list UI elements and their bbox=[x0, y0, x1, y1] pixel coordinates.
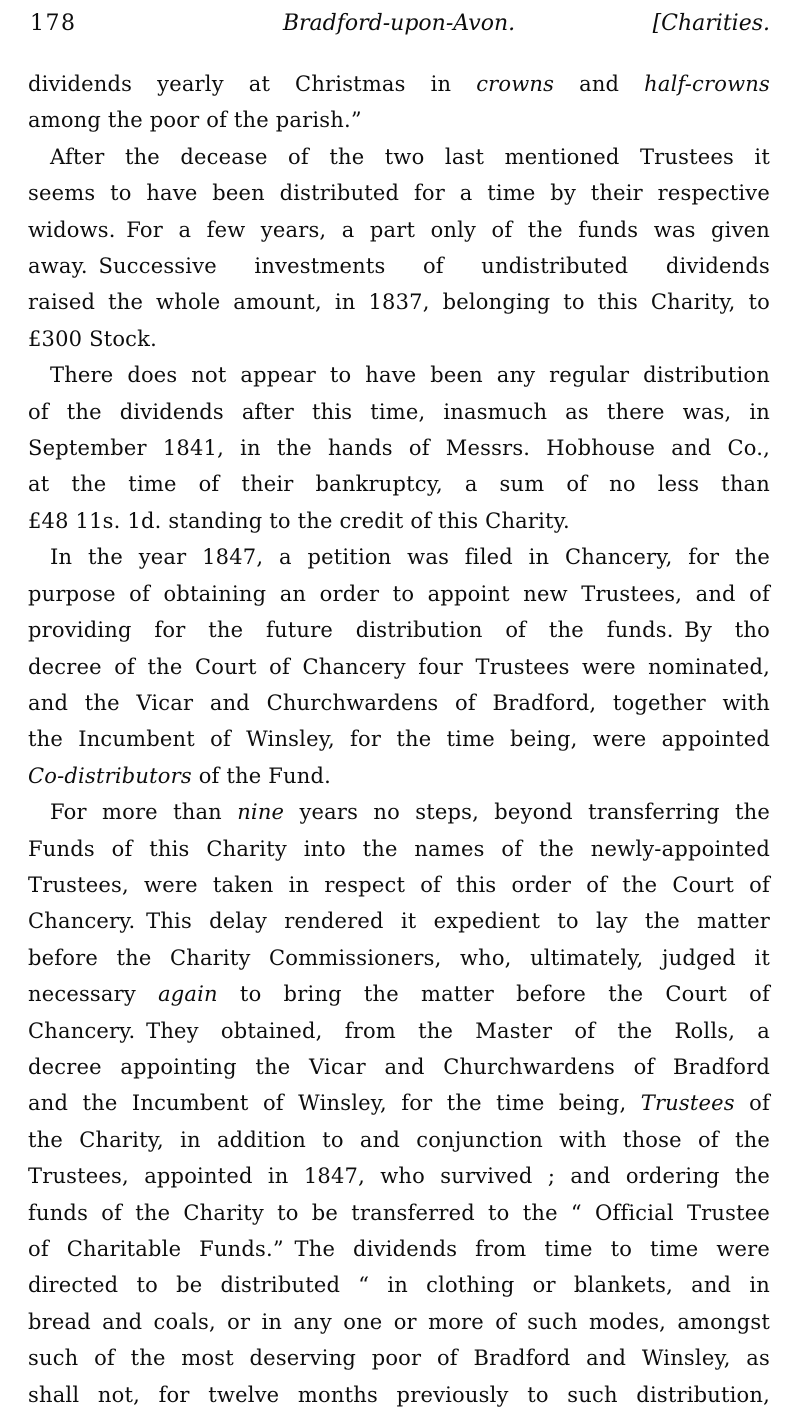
text-segment: the Charity, in addition to and conjunction with those of the bbox=[28, 1127, 770, 1152]
text-line bbox=[28, 976, 770, 1012]
text-segment: of the Fund. bbox=[191, 763, 331, 788]
text-line bbox=[28, 649, 770, 685]
text-segment: bread and coals, or in any one or more of such modes, amongst bbox=[28, 1309, 770, 1334]
text-segment: In the year 1847, a petition was filed in Chancery, for the bbox=[50, 545, 770, 570]
text-segment: the Incumbent of Winsley, for the time being, were appointed bbox=[28, 727, 770, 752]
text-segment: and the Vicar and Churchwardens of Bradford, together with bbox=[28, 690, 770, 715]
text-segment: necessary bbox=[28, 982, 159, 1007]
text-segment: raised the whole amount, in 1837, belonging to this Charity, to bbox=[28, 290, 770, 315]
text-segment: dividends yearly at Christmas in bbox=[28, 72, 477, 96]
italic-text: nine bbox=[237, 800, 285, 825]
text-segment: of the dividends after this time, inasmuch as there was, in bbox=[28, 399, 770, 424]
paragraph bbox=[28, 357, 770, 539]
text-line bbox=[28, 1085, 770, 1121]
page-header bbox=[28, 9, 770, 41]
text-line bbox=[28, 430, 770, 466]
text-segment: There does not appear to have been any regular distribution bbox=[50, 363, 770, 388]
text-segment: at the time of their bankruptcy, a sum of no less than bbox=[28, 472, 770, 497]
text-line bbox=[28, 212, 770, 248]
text-line bbox=[28, 503, 770, 539]
text-segment: directed to be distributed “ in clothing or blankets, and in bbox=[28, 1273, 770, 1298]
text-segment: For more than bbox=[50, 800, 238, 825]
text-line bbox=[28, 357, 770, 393]
text-line bbox=[28, 1013, 770, 1049]
text-segment: After the decease of the two last mentioned Trustees it bbox=[50, 144, 770, 169]
text-line bbox=[28, 758, 770, 794]
paragraph bbox=[28, 539, 770, 794]
paragraph bbox=[28, 794, 770, 1413]
paragraph bbox=[28, 66, 770, 139]
text-line bbox=[28, 1122, 770, 1158]
section-label: [Charities. bbox=[652, 11, 770, 36]
text-line bbox=[28, 576, 770, 612]
text-segment: £48 11s. 1d. standing to the credit of this Charity. bbox=[28, 508, 570, 533]
text-line bbox=[28, 175, 770, 211]
text-line bbox=[28, 394, 770, 430]
text-segment: £300 Stock. bbox=[28, 326, 157, 351]
text-segment: decree appointing the Vicar and Churchwardens of Bradford bbox=[28, 1054, 770, 1079]
text-line bbox=[28, 685, 770, 721]
text-segment: of bbox=[734, 1091, 770, 1116]
text-segment: of Charitable Funds.” The dividends from time to time were bbox=[28, 1237, 770, 1261]
text-line bbox=[28, 1340, 770, 1376]
text-segment: and the Incumbent of Winsley, for the time being, bbox=[28, 1091, 641, 1116]
text-segment: Trustees, were taken in respect of this order of the Court of bbox=[28, 872, 770, 897]
text-segment: Funds of this Charity into the names of the newly-appointed bbox=[28, 836, 770, 861]
text-segment: widows. For a few years, a part only of the funds was given bbox=[28, 217, 770, 242]
text-line bbox=[28, 1049, 770, 1085]
text-segment: among the poor of the parish.” bbox=[28, 108, 362, 133]
italic-text: crowns bbox=[476, 72, 555, 96]
text-line bbox=[28, 1267, 770, 1303]
text-line bbox=[28, 248, 770, 284]
text-line bbox=[28, 1195, 770, 1231]
text-line bbox=[28, 466, 770, 502]
italic-text: Co-distributors bbox=[28, 763, 192, 788]
text-line bbox=[28, 612, 770, 648]
italic-text: again bbox=[158, 982, 218, 1007]
italic-text: Trustees bbox=[640, 1091, 735, 1116]
text-line bbox=[28, 539, 770, 575]
page-body bbox=[28, 66, 770, 1413]
text-segment: September 1841, in the hands of Messrs. Hobhouse and Co., bbox=[28, 436, 770, 461]
text-line bbox=[28, 284, 770, 320]
text-segment: Chancery. This delay rendered it expedient to lay the matter bbox=[28, 909, 770, 934]
text-segment: before the Charity Commissioners, who, ultimately, judged it bbox=[28, 945, 770, 970]
page-number: 178 bbox=[30, 11, 77, 36]
italic-text: half-crowns bbox=[644, 72, 770, 96]
text-line bbox=[28, 321, 770, 357]
text-segment: away. Successive investments of undistributed dividends bbox=[28, 254, 770, 279]
text-segment: seems to have been distributed for a time by their respective bbox=[28, 181, 770, 206]
text-segment: shall not, for twelve months previously to such distribution, bbox=[28, 1382, 770, 1407]
text-segment: decree of the Court of Chancery four Trustees were nominated, bbox=[28, 654, 770, 679]
text-line bbox=[28, 1304, 770, 1340]
running-title: Bradford-upon-Avon. bbox=[282, 11, 516, 36]
text-segment: such of the most deserving poor of Bradford and Winsley, as bbox=[28, 1346, 770, 1371]
text-line bbox=[28, 1377, 770, 1413]
text-line bbox=[28, 867, 770, 903]
text-line bbox=[28, 794, 770, 830]
text-line bbox=[28, 831, 770, 867]
text-segment: purpose of obtaining an order to appoint new Trustees, and of bbox=[28, 581, 770, 606]
text-segment: providing for the future distribution of the funds. By tho bbox=[28, 618, 770, 643]
text-line bbox=[28, 1231, 770, 1267]
text-line bbox=[28, 940, 770, 976]
text-segment: years no steps, beyond transferring the bbox=[284, 800, 770, 825]
paragraph bbox=[28, 139, 770, 357]
text-line bbox=[28, 66, 770, 102]
text-segment: to bring the matter before the Court of bbox=[217, 982, 770, 1007]
text-line bbox=[28, 139, 770, 175]
text-line bbox=[28, 1158, 770, 1194]
text-line bbox=[28, 721, 770, 757]
text-segment: Trustees, appointed in 1847, who survived ; and ordering the bbox=[28, 1164, 770, 1189]
text-segment: Chancery. They obtained, from the Master of the Rolls, a bbox=[28, 1018, 770, 1043]
text-segment: funds of the Charity to be transferred to the “ Official Trustee bbox=[28, 1200, 770, 1225]
text-line bbox=[28, 903, 770, 939]
text-segment: and bbox=[554, 72, 645, 96]
text-line bbox=[28, 102, 770, 138]
